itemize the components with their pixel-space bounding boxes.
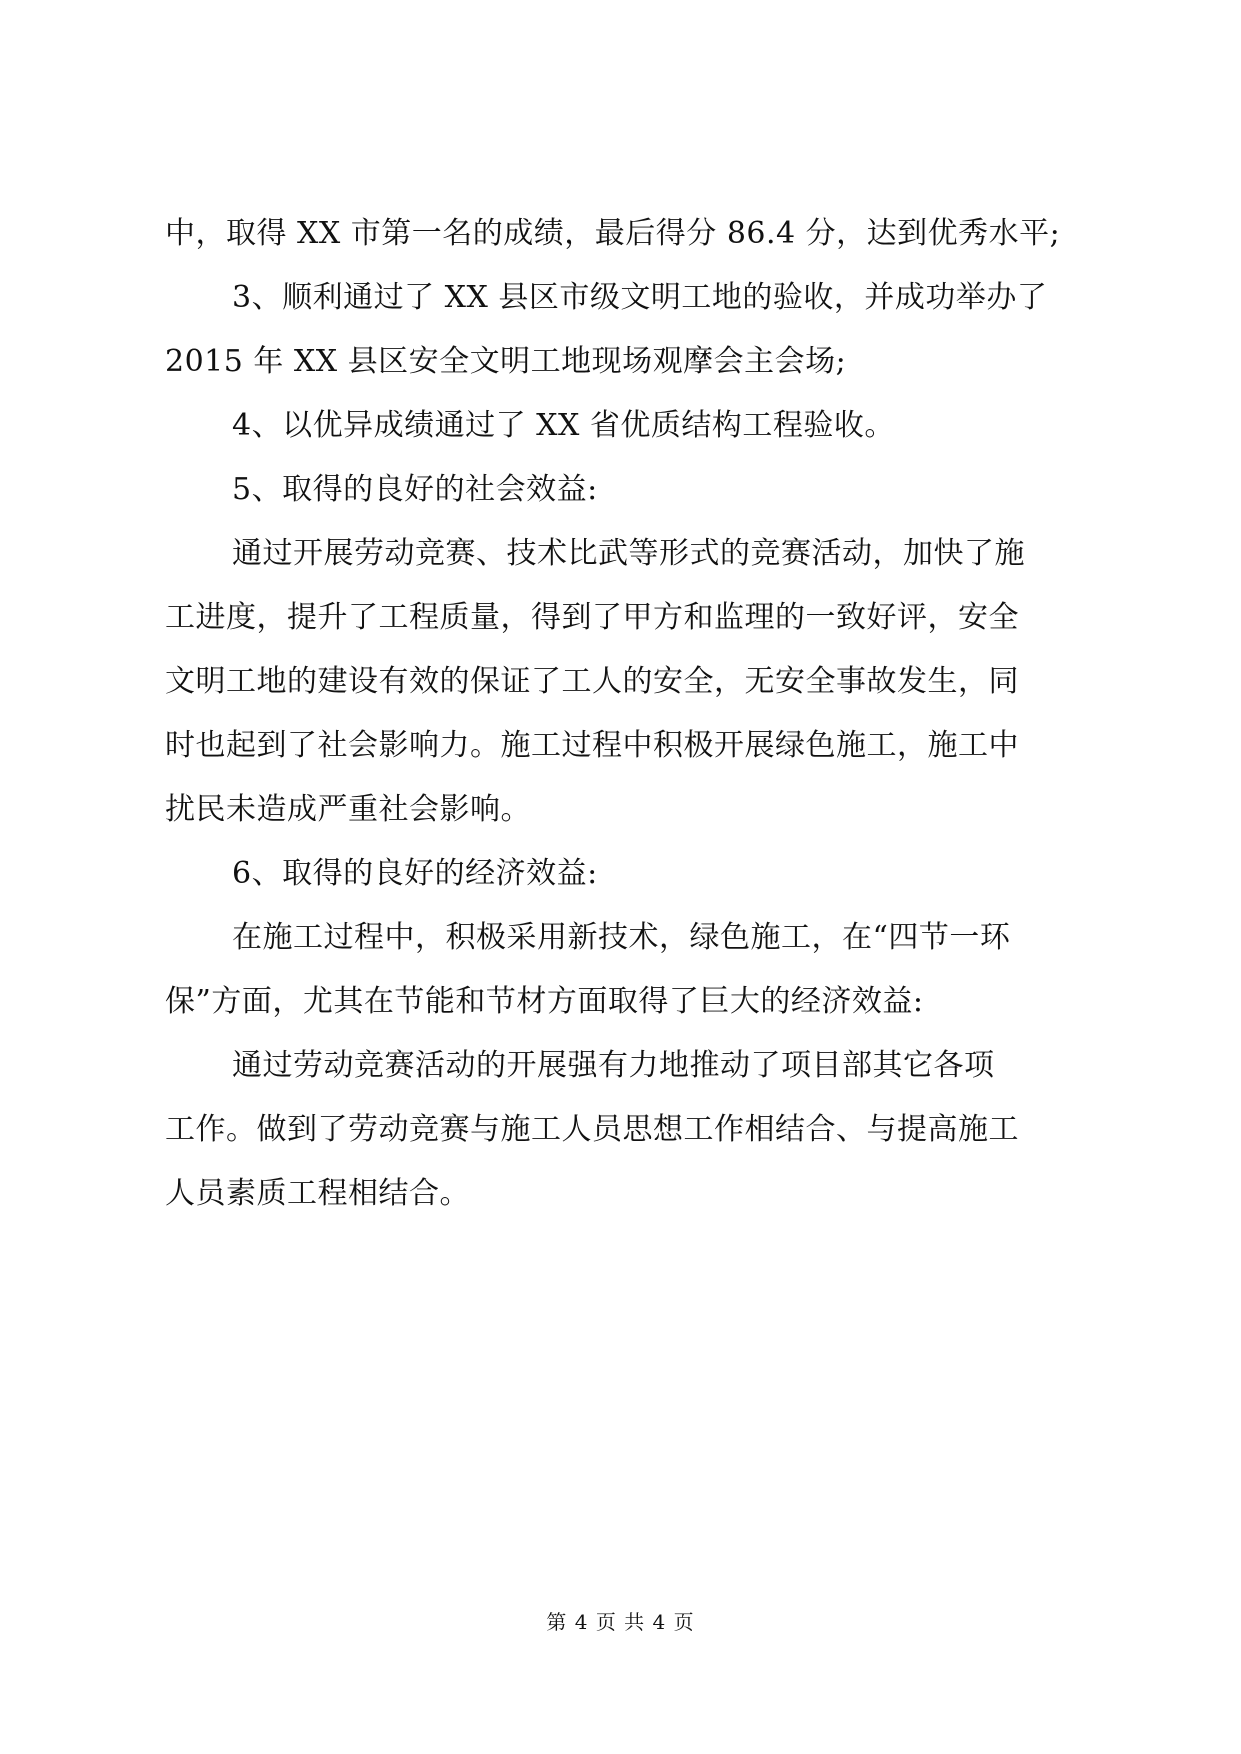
text-line: 2015 年 XX 县区安全文明工地现场观摩会主会场;	[165, 344, 847, 379]
text-line: 人员素质工程相结合。	[165, 1176, 470, 1211]
text-line: 在施工过程中，积极采用新技术，绿色施工，在“四节一环	[232, 920, 1011, 955]
text-line: 时也起到了社会影响力。施工过程中积极开展绿色施工，施工中	[165, 728, 1019, 763]
text-line: 通过开展劳动竞赛、技术比武等形式的竞赛活动，加快了施	[232, 536, 1025, 571]
text-line: 工进度，提升了工程质量，得到了甲方和监理的一致好评，安全	[165, 600, 1019, 635]
text-line: 保”方面，尤其在节能和节材方面取得了巨大的经济效益:	[165, 984, 924, 1019]
document-body	[165, 202, 1085, 1226]
text-line: 6、取得的良好的经济效益:	[232, 856, 598, 891]
text-line: 扰民未造成严重社会影响。	[165, 792, 531, 827]
text-line: 文明工地的建设有效的保证了工人的安全，无安全事故发生，同	[165, 664, 1019, 699]
text-line: 4、以优异成绩通过了 XX 省优质结构工程验收。	[232, 408, 895, 443]
page-number-footer: 第 4 页 共 4 页	[546, 1610, 695, 1634]
text-line: 3、顺利通过了 XX 县区市级文明工地的验收，并成功举办了	[232, 280, 1048, 315]
text-line: 工作。做到了劳动竞赛与施工人员思想工作相结合、与提高施工	[165, 1112, 1019, 1147]
text-line: 中，取得 XX 市第一名的成绩，最后得分 86.4 分，达到优秀水平;	[165, 216, 1061, 251]
text-line: 通过劳动竞赛活动的开展强有力地推动了项目部其它各项	[232, 1048, 995, 1083]
text-line: 5、取得的良好的社会效益:	[232, 472, 598, 507]
